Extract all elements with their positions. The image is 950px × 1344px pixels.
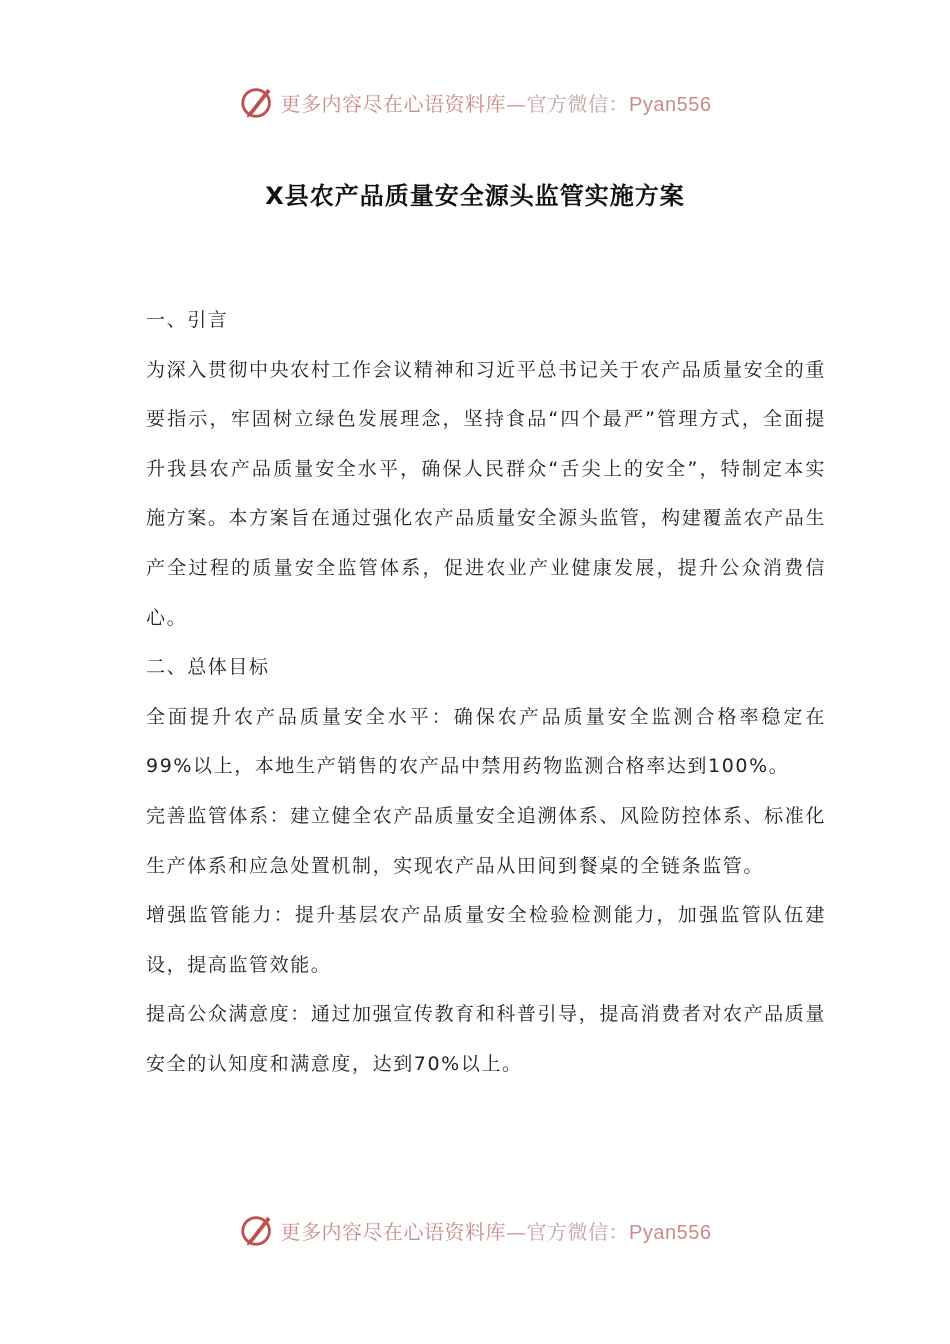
quill-logo-icon <box>239 1211 277 1249</box>
watermark-text: 更多内容尽在心语资料库 <box>280 1219 507 1244</box>
document-title: X县农产品质量安全源头监管实施方案 <box>265 182 685 210</box>
paragraph-goal-system: 完善监管体系：建立健全农产品质量安全追溯体系、风险防控体系、标准化生产体系和应急处置机制，实现农产品从田间到餐桌的全链条监管。 <box>146 804 826 877</box>
watermark-text: 更多内容尽在心语资料库 <box>280 91 507 116</box>
paragraph-goal-quality: 全面提升农产品质量安全水平：确保农产品质量安全监测合格率稳定在99%以上，本地生产销售的农产品中禁用药物监测合格率达到100%。 <box>146 705 826 778</box>
watermark-wechat-label: 官方微信： <box>526 1219 630 1244</box>
header-watermark <box>0 80 950 124</box>
watermark-wechat-label: 官方微信： <box>526 91 630 116</box>
paragraph-goal-capacity: 增强监管能力：提升基层农产品质量安全检验检测能力，加强监管队伍建设，提高监管效能。 <box>146 904 826 976</box>
section-heading-intro: 一、引言 <box>146 309 229 331</box>
watermark-wechat-id: Pyan556 <box>629 1221 712 1244</box>
watermark-dash: — <box>506 1219 527 1244</box>
paragraph-intro: 为深入贯彻中央农村工作会议精神和习近平总书记关于农产品质量安全的重要指示，牢固树立绿色发展理念，坚持食品“四个最严”管理方式，全面提升我县农产品质量安全水平，确保人民群众“舌尖上的安全”，特制定本实施方案。本方案旨在通过强化农产品质量安全源头监管，构建覆盖农产品生产全过程的质量安全监管体系，促进农业产业健康发展，提升公众消费信心。 <box>146 358 826 629</box>
quill-logo-icon <box>239 83 277 121</box>
paragraph-goal-satisfaction: 提高公众满意度：通过加强宣传教育和科普引导，提高消费者对农产品质量安全的认知度和满意度，达到70%以上。 <box>146 1003 826 1075</box>
watermark-wechat-id: Pyan556 <box>629 93 712 116</box>
watermark-dash: — <box>506 91 527 116</box>
document-body <box>146 296 826 1090</box>
section-heading-goals: 二、总体目标 <box>146 656 270 679</box>
footer-watermark <box>0 1208 950 1252</box>
